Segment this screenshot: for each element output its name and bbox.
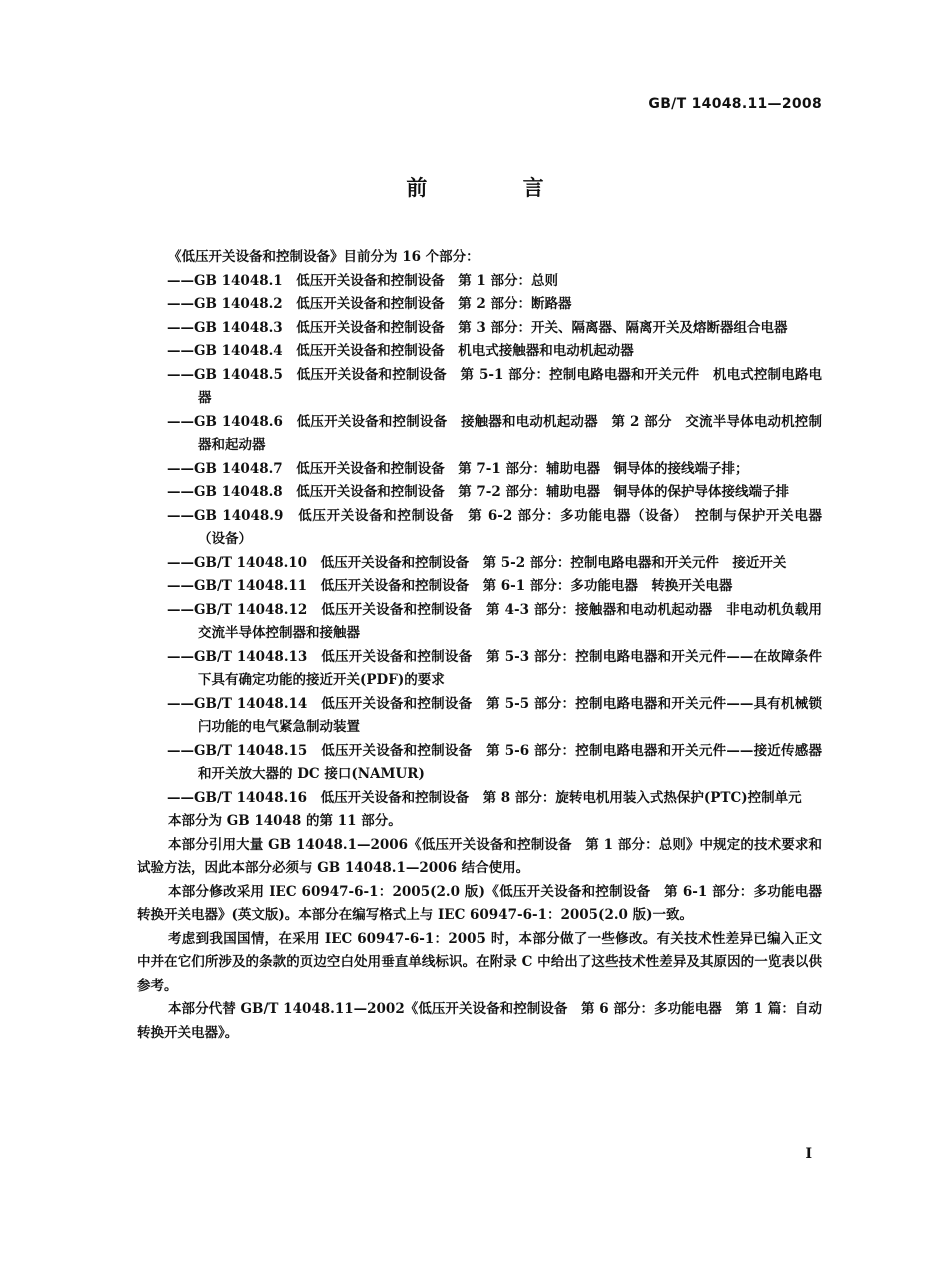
part-item: ——GB 14048.6 低压开关设备和控制设备 接触器和电动机起动器 第 2 部分 交流半导体电动机控制器和起动器 <box>167 413 822 453</box>
paragraph: 本部分代替 GB/T 14048.11—2002《低压开关设备和控制设备 第 6 部分：多功能电器 第 1 篇：自动转换开关电器》。 <box>137 1001 822 1041</box>
part-item: ——GB/T 14048.13 低压开关设备和控制设备 第 5-3 部分：控制电路电器和开关元件——在故障条件下具有确定功能的接近开关(PDF)的要求 <box>167 648 822 688</box>
paragraph: 本部分引用大量 GB 14048.1—2006《低压开关设备和控制设备 第 1 部分：总则》中规定的技术要求和试验方法，因此本部分必须与 GB 14048.1—2006 结合使用。 <box>137 836 822 876</box>
paragraph: 本部分为 GB 14048 的第 11 部分。 <box>168 813 402 829</box>
paragraph: 考虑到我国国情，在采用 IEC 60947-6-1：2005 时，本部分做了一些修改。有关技术性差异已编入正文中并在它们所涉及的条款的页边空白处用垂直单线标识。在附录 C 中给出了这些技术性差异及其原因的一览表以供参考。 <box>137 930 822 994</box>
part-item: ——GB/T 14048.14 低压开关设备和控制设备 第 5-5 部分：控制电路电器和开关元件——具有机械锁闩功能的电气紧急制动装置 <box>167 695 822 735</box>
part-item: ——GB 14048.7 低压开关设备和控制设备 第 7-1 部分：辅助电器 铜导体的接线端子排； <box>167 460 749 477</box>
page-number: I <box>805 1146 812 1162</box>
part-item: ——GB 14048.2 低压开关设备和控制设备 第 2 部分：断路器 <box>167 296 572 312</box>
part-item: ——GB 14048.9 低压开关设备和控制设备 第 6-2 部分：多功能电器（设备） 控制与保护开关电器（设备） <box>167 507 822 547</box>
paragraph: 本部分修改采用 IEC 60947-6-1：2005(2.0 版)《低压开关设备和控制设备 第 6-1 部分：多功能电器 转换开关电器》(英文版)。本部分在编写格式上与 IEC 60947-6-1：2005(2.0 版)一致。 <box>137 883 836 923</box>
part-item: ——GB 14048.8 低压开关设备和控制设备 第 7-2 部分：辅助电器 铜导体的保护导体接线端子排 <box>167 484 789 500</box>
part-item: ——GB/T 14048.10 低压开关设备和控制设备 第 5-2 部分：控制电路电器和开关元件 接近开关 <box>167 554 787 571</box>
part-item: ——GB/T 14048.15 低压开关设备和控制设备 第 5-6 部分：控制电路电器和开关元件——接近传感器和开关放大器的 DC 接口(NAMUR) <box>167 742 822 782</box>
page-title: 前 言 <box>406 176 588 200</box>
part-item: ——GB/T 14048.12 低压开关设备和控制设备 第 4-3 部分：接触器和电动机起动器 非电动机负载用交流半导体控制器和接触器 <box>167 601 822 641</box>
part-item: ——GB 14048.3 低压开关设备和控制设备 第 3 部分：开关、隔离器、隔离开关及熔断器组合电器 <box>167 319 788 336</box>
document-id: GB/T 14048.11—2008 <box>648 96 822 112</box>
part-item: ——GB 14048.4 低压开关设备和控制设备 机电式接触器和电动机起动器 <box>167 343 634 359</box>
part-item: ——GB/T 14048.16 低压开关设备和控制设备 第 8 部分：旋转电机用装入式热保护(PTC)控制单元 <box>167 789 802 806</box>
part-item: ——GB 14048.5 低压开关设备和控制设备 第 5-1 部分：控制电路电器和开关元件 机电式控制电路电器 <box>167 366 822 406</box>
intro-line: 《低压开关设备和控制设备》目前分为 16 个部分： <box>168 249 480 265</box>
part-item: ——GB 14048.1 低压开关设备和控制设备 第 1 部分：总则 <box>167 272 558 289</box>
part-item: ——GB/T 14048.11 低压开关设备和控制设备 第 6-1 部分：多功能电器 转换开关电器 <box>167 578 733 594</box>
body-content <box>137 246 836 1045</box>
